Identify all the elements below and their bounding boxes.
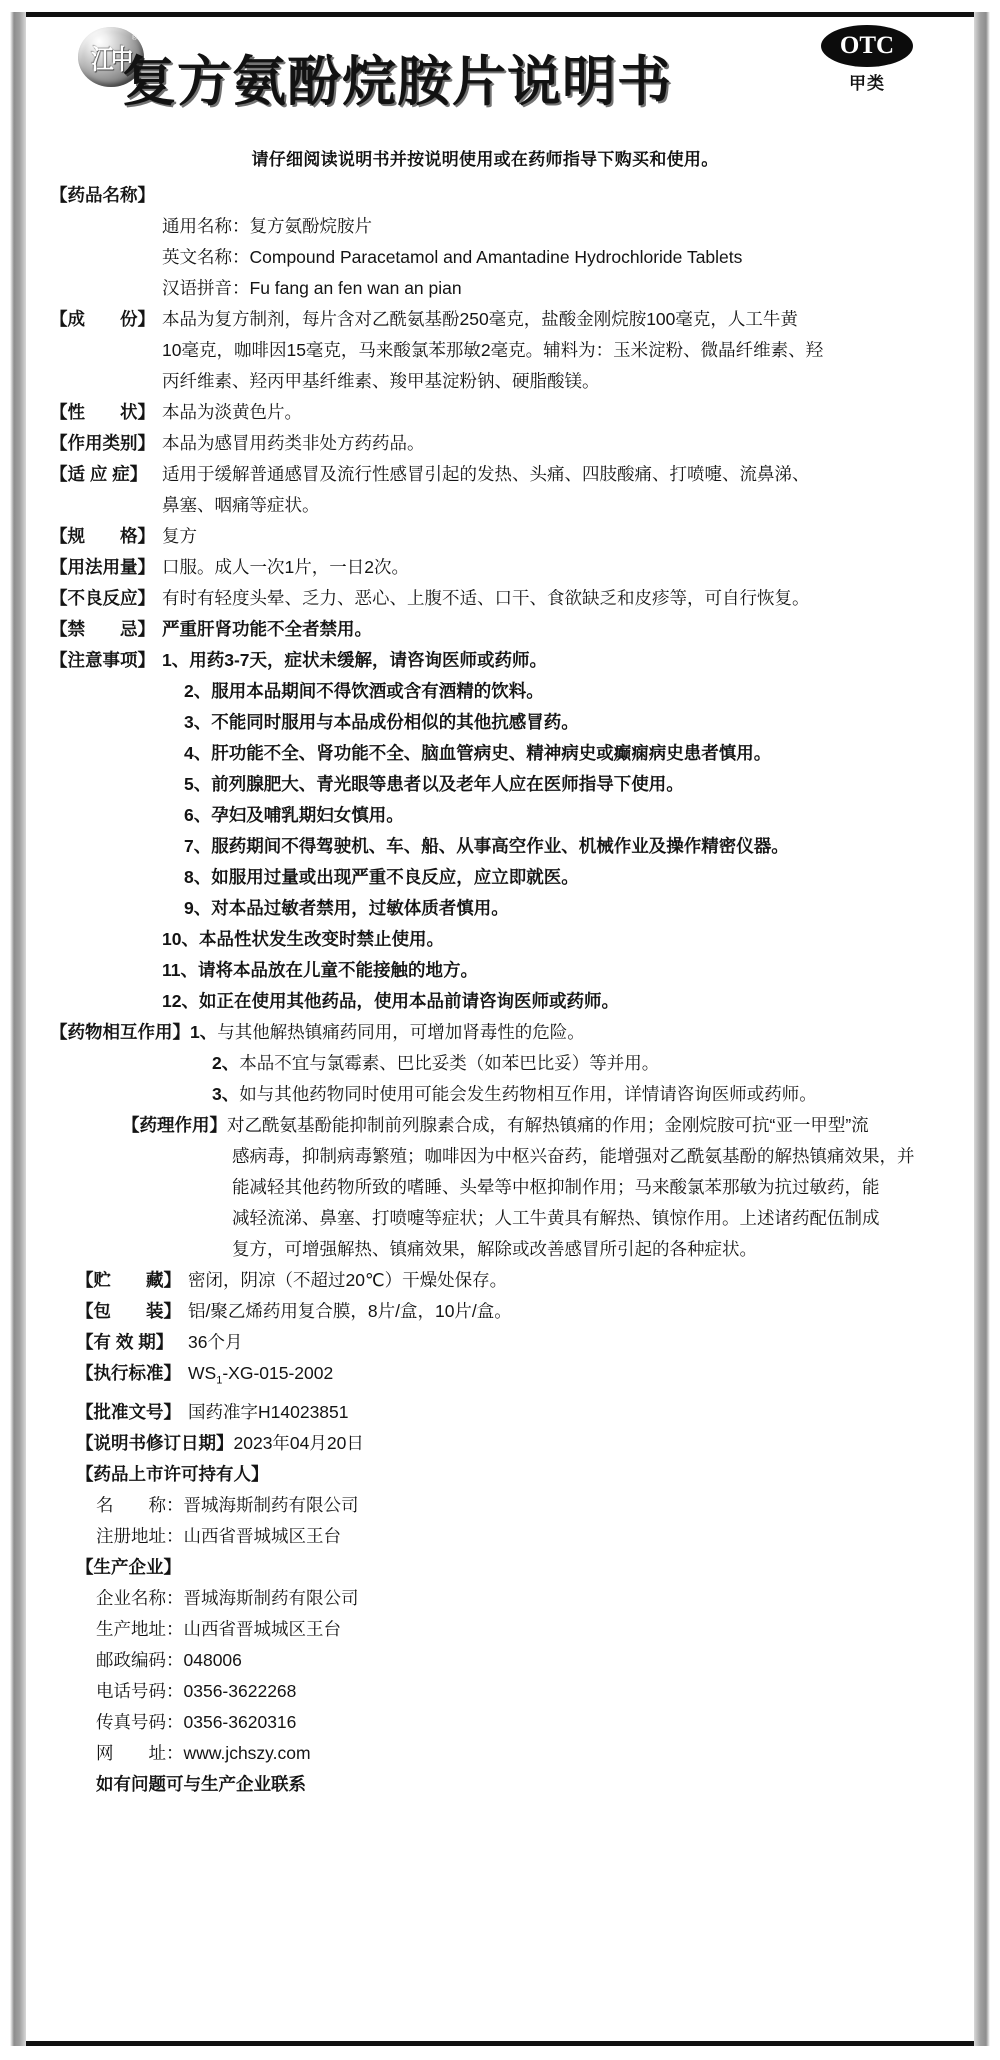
manufacturer-postcode-row [50, 1645, 974, 1676]
indications-row-2 [50, 490, 974, 521]
interactions-item-1-num: 1、 [190, 1022, 218, 1042]
pharmacology-line-3: 能减轻其他药物所致的嗜睡、头晕等中枢抑制作用；马来酸氯苯那敏为抗过敏药，能 [232, 1177, 880, 1197]
drug-name-label: 【药品名称】 [50, 185, 155, 205]
fax-value: 0356-3620316 [183, 1711, 297, 1732]
precautions-item-11-num: 11、 [162, 960, 198, 980]
pharmacology-row-5 [50, 1234, 974, 1265]
interactions-item-1-text: 与其他解热镇痛药同用，可增加肾毒性的危险。 [217, 1022, 585, 1042]
precautions-row-4 [50, 738, 974, 769]
contact-note: 如有问题可与生产企业联系 [96, 1773, 306, 1794]
pharmacology-row-4 [50, 1203, 974, 1234]
precautions-item-9-num: 9、 [184, 898, 212, 918]
interactions-item-2-text: 本品不宜与氯霉素、巴比妥类（如苯巴比妥）等并用。 [239, 1053, 660, 1073]
mah-address-value: 山西省晋城城区王台 [183, 1525, 341, 1546]
interactions-row-2 [50, 1048, 974, 1079]
indications-line-1: 适用于缓解普通感冒及流行性感冒引起的发热、头痛、四肢酸痛、打喷嚏、流鼻涕、 [162, 464, 810, 484]
indications-line-2: 鼻塞、咽痛等症状。 [162, 495, 320, 515]
standard-value [188, 1358, 333, 1397]
phone-label: 电话号码： [96, 1680, 184, 1701]
standard-suffix: -XG-015-2002 [222, 1363, 334, 1383]
revision-date-label: 【说明书修订日期】 [76, 1432, 234, 1453]
category-label: 【作用类别】 [50, 433, 155, 453]
storage-row [50, 1265, 974, 1296]
manufacturer-company-row [50, 1583, 974, 1614]
precautions-item-2-text: 服用本品期间不得饮酒或含有酒精的饮料。 [211, 681, 544, 701]
ingredients-line-2: 10毫克，咖啡因15毫克，马来酸氯苯那敏2毫克。辅料为：玉米淀粉、微晶纤维素、羟 [162, 340, 824, 360]
pharmacology-line-4: 减轻流涕、鼻塞、打喷嚏等症状；人工牛黄具有解热、镇惊作用。上述诸药配伍制成 [232, 1208, 880, 1228]
precautions-item-8-text: 如服用过量或出现严重不良反应，应立即就医。 [211, 867, 579, 887]
precautions-row-9 [50, 893, 974, 924]
interactions-label: 【药物相互作用】 [50, 1022, 190, 1042]
precautions-row-1 [50, 645, 974, 676]
appearance-row [50, 397, 974, 428]
english-name-label: 英文名称： [162, 247, 250, 267]
left-edge-band [10, 12, 26, 2046]
shelf-life-row [50, 1327, 974, 1358]
precautions-item-5-text: 前列腺肥大、青光眼等患者以及老年人应在医师指导下使用。 [211, 774, 684, 794]
precautions-item-7-num: 7、 [184, 836, 212, 856]
revision-date-value: 2023年04月20日 [233, 1432, 364, 1453]
precautions-item-5-num: 5、 [184, 774, 212, 794]
precautions-row-11 [50, 955, 974, 986]
mah-name-label: 名 称： [96, 1494, 184, 1515]
precautions-item-7-text: 服药期间不得驾驶机、车、船、从事高空作业、机械作业及操作精密仪器。 [211, 836, 789, 856]
otc-badge [808, 25, 926, 94]
pharmacology-label: 【药理作用】 [122, 1115, 227, 1135]
english-name-row [50, 242, 974, 273]
pinyin-value: Fu fang an fen wan an pian [249, 278, 462, 298]
pharmacology-line-1: 对乙酰氨基酚能抑制前列腺素合成，有解热镇痛的作用；金刚烷胺可抗“亚一甲型”流 [227, 1115, 869, 1135]
contraindications-value: 严重肝肾功能不全者禁用。 [162, 619, 372, 639]
precautions-row-7 [50, 831, 974, 862]
registered-mark-icon: ® [131, 35, 137, 42]
pinyin-label: 汉语拼音： [162, 278, 250, 298]
indications-row-1 [50, 459, 974, 490]
precautions-label: 【注意事项】 [50, 650, 155, 670]
english-name-value: Compound Paracetamol and Amantadine Hydrochloride Tablets [249, 247, 743, 267]
mah-heading-row [50, 1459, 974, 1490]
mah-name-row [50, 1490, 974, 1521]
brand-logo-text: 江中 [91, 44, 131, 75]
dosage-label: 【用法用量】 [50, 557, 155, 577]
adverse-label: 【不良反应】 [50, 588, 155, 608]
insert-body [26, 180, 974, 1800]
interactions-item-3-num: 3、 [212, 1084, 240, 1104]
contraindications-row [50, 614, 974, 645]
manufacturer-address-label: 生产地址： [96, 1618, 184, 1639]
interactions-row-1 [50, 1017, 974, 1048]
precautions-item-12-num: 12、 [162, 991, 199, 1011]
precautions-item-8-num: 8、 [184, 867, 212, 887]
otc-category-label: 甲类 [849, 74, 885, 93]
precautions-row-8 [50, 862, 974, 893]
interactions-item-2-num: 2、 [212, 1053, 240, 1073]
specification-value: 复方 [162, 526, 197, 546]
appearance-label: 【性 状】 [50, 402, 155, 422]
pharmacology-row-1 [50, 1110, 974, 1141]
storage-label: 【贮 藏】 [76, 1270, 181, 1290]
fax-label: 传真号码： [96, 1711, 184, 1732]
precautions-item-9-text: 对本品过敏者禁用，过敏体质者慎用。 [211, 898, 509, 918]
appearance-value: 本品为淡黄色片。 [162, 402, 302, 422]
pharmacology-line-5: 复方，可增强解热、镇痛效果，解除或改善感冒所引起的各种症状。 [232, 1239, 757, 1259]
precautions-item-10-text: 本品性状发生改变时禁止使用。 [198, 929, 444, 949]
precautions-item-3-text: 不能同时服用与本品成份相似的其他抗感冒药。 [211, 712, 579, 732]
precautions-row-2 [50, 676, 974, 707]
website-value[interactable]: www.jchszy.com [183, 1742, 311, 1763]
precautions-item-4-text: 肝功能不全、肾功能不全、脑血管病史、精神病史或癫痫病史患者慎用。 [211, 743, 772, 763]
ingredients-line-1: 本品为复方制剂，每片含对乙酰氨基酚250毫克，盐酸金刚烷胺100毫克，人工牛黄 [162, 309, 798, 329]
pharmacology-row-2 [50, 1141, 974, 1172]
postcode-label: 邮政编码： [96, 1649, 184, 1670]
phone-value: 0356-3622268 [183, 1680, 297, 1701]
precautions-item-1-num: 1、 [162, 650, 190, 670]
standard-prefix: WS [188, 1363, 217, 1383]
header [26, 17, 974, 145]
pharmacology-row-3 [50, 1172, 974, 1203]
approval-value: 国药准字H14023851 [188, 1401, 349, 1422]
generic-name-row [50, 211, 974, 242]
ingredients-label: 【成 份】 [50, 309, 155, 329]
precautions-row-5 [50, 769, 974, 800]
adverse-row [50, 583, 974, 614]
contact-note-row [50, 1769, 974, 1800]
precautions-item-12-text: 如正在使用其他药品，使用本品前请咨询医师或药师。 [198, 991, 619, 1011]
precautions-row-10 [50, 924, 974, 955]
page-title: 复方氨酚烷胺片说明书 [122, 52, 672, 112]
mah-address-row [50, 1521, 974, 1552]
section-drug-name-heading [50, 180, 974, 211]
precautions-item-4-num: 4、 [184, 743, 212, 763]
category-row [50, 428, 974, 459]
manufacturer-address-value: 山西省晋城城区王台 [183, 1618, 341, 1639]
packaging-value: 铝/聚乙烯药用复合膜，8片/盒，10片/盒。 [188, 1301, 512, 1321]
shelf-life-label: 【有 效 期】 [76, 1332, 174, 1352]
precautions-item-6-text: 孕妇及哺乳期妇女慎用。 [211, 805, 404, 825]
mah-name-value: 晋城海斯制药有限公司 [183, 1494, 359, 1515]
otc-oval-icon [821, 25, 913, 67]
manufacturer-company-label: 企业名称： [96, 1587, 184, 1608]
approval-row [50, 1397, 974, 1428]
mah-address-label: 注册地址： [96, 1525, 184, 1546]
postcode-value: 048006 [183, 1649, 242, 1670]
indications-label: 【适 应 症】 [50, 464, 148, 484]
category-value: 本品为感冒用药类非处方药药品。 [162, 433, 425, 453]
ingredients-row-2 [50, 335, 974, 366]
dosage-row [50, 552, 974, 583]
precautions-item-11-text: 请将本品放在儿童不能接触的地方。 [198, 960, 478, 980]
revision-date-row [50, 1428, 974, 1459]
adverse-value: 有时有轻度头晕、乏力、恶心、上腹不适、口干、食欲缺乏和皮疹等，可自行恢复。 [162, 588, 810, 608]
precautions-item-10-num: 10、 [162, 929, 199, 949]
otc-label: OTC [839, 32, 895, 59]
specification-label: 【规 格】 [50, 526, 155, 546]
generic-name-value: 复方氨酚烷胺片 [249, 216, 372, 236]
manufacturer-heading-row [50, 1552, 974, 1583]
precautions-row-6 [50, 800, 974, 831]
shelf-life-value: 36个月 [188, 1332, 243, 1352]
manufacturer-fax-row [50, 1707, 974, 1738]
specification-row [50, 521, 974, 552]
storage-value: 密闭，阴凉（不超过20℃）干燥处保存。 [188, 1270, 508, 1290]
manufacturer-address-row [50, 1614, 974, 1645]
pharmacology-line-2: 感病毒，抑制病毒繁殖；咖啡因为中枢兴奋药，能增强对乙酰氨基酚的解热镇痛效果，并 [232, 1146, 915, 1166]
mah-label: 【药品上市许可持有人】 [76, 1463, 269, 1484]
website-label: 网 址： [96, 1742, 184, 1763]
packaging-row [50, 1296, 974, 1327]
manufacturer-label: 【生产企业】 [76, 1556, 181, 1577]
approval-label: 【批准文号】 [76, 1401, 181, 1422]
precautions-row-3 [50, 707, 974, 738]
pinyin-row [50, 273, 974, 304]
contraindications-label: 【禁 忌】 [50, 619, 155, 639]
ingredients-row-3 [50, 366, 974, 397]
precautions-item-3-num: 3、 [184, 712, 212, 732]
precautions-row-12 [50, 986, 974, 1017]
generic-name-label: 通用名称： [162, 216, 250, 236]
interactions-item-3-text: 如与其他药物同时使用可能会发生药物相互作用，详情请咨询医师或药师。 [239, 1084, 817, 1104]
manufacturer-phone-row [50, 1676, 974, 1707]
manufacturer-company-value: 晋城海斯制药有限公司 [183, 1587, 359, 1608]
dosage-value: 口服。成人一次1片，一日2次。 [162, 557, 409, 577]
standard-subscript: 1 [216, 1374, 223, 1387]
standard-label: 【执行标准】 [76, 1363, 181, 1383]
ingredients-line-3: 丙纤维素、羟丙甲基纤维素、羧甲基淀粉钠、硬脂酸镁。 [162, 371, 600, 391]
precautions-item-1-text: 用药3-7天，症状未缓解，请咨询医师或药师。 [189, 650, 548, 670]
insert-sheet [26, 17, 974, 2041]
packaging-label: 【包 装】 [76, 1301, 181, 1321]
precautions-item-6-num: 6、 [184, 805, 212, 825]
interactions-row-3 [50, 1079, 974, 1110]
right-edge-band [974, 12, 990, 2046]
standard-row [50, 1358, 974, 1397]
bottom-rule [26, 2041, 974, 2046]
ingredients-row-1 [50, 304, 974, 335]
reading-notice: 请仔细阅读说明书并按说明使用或在药师指导下购买和使用。 [251, 150, 719, 169]
manufacturer-website-row [50, 1738, 974, 1769]
precautions-item-2-num: 2、 [184, 681, 212, 701]
